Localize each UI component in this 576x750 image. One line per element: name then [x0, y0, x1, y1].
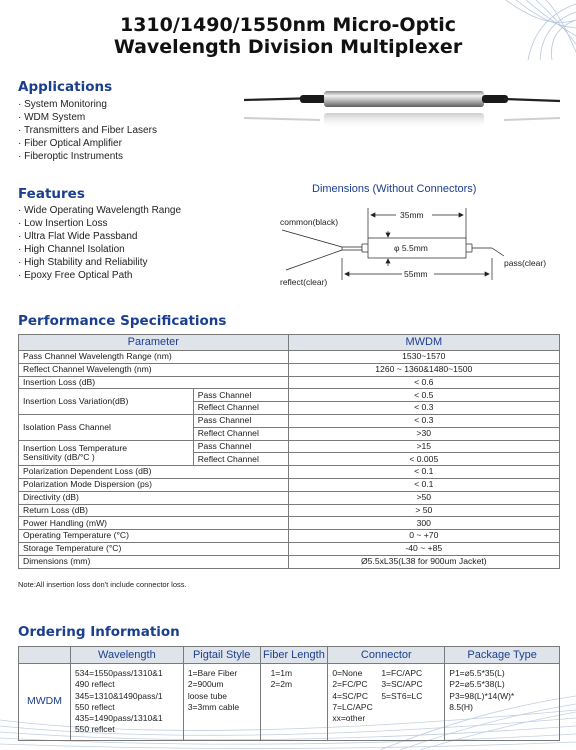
dimensions-diagram	[278, 200, 576, 292]
row-value: > 50	[288, 504, 559, 517]
table-header-row	[19, 647, 560, 664]
row-label-line-1: Insertion Loss Temperature	[23, 442, 127, 453]
row-label: Reflect Channel Wavelength (nm)	[19, 363, 289, 376]
pass-port-label: pass(clear)	[504, 258, 547, 268]
list-item: loose tube	[187, 690, 228, 701]
performance-table	[18, 334, 560, 569]
row-value: Ø5.5xL35(L38 for 900um Jacket)	[288, 555, 559, 568]
list-item: xx=other	[332, 713, 366, 724]
row-label: Insertion Loss Variation(dB)	[19, 389, 194, 415]
row-label: Operating Temperature (°C)	[19, 530, 289, 543]
features-heading: Features	[18, 186, 85, 202]
product-image	[242, 82, 562, 152]
list-item: · High Stability and Reliability	[18, 256, 181, 269]
row-label: Storage Temperature (°C)	[19, 542, 289, 555]
list-item: 1=Bare Fiber	[187, 668, 238, 678]
list-item: 8.5(H)	[449, 701, 473, 712]
reflect-port-label: reflect(clear)	[280, 277, 328, 287]
row-label: Polarization Dependent Loss (dB)	[19, 466, 289, 479]
table-row	[19, 440, 560, 453]
features-list	[18, 204, 181, 282]
total-length-label: 55mm	[404, 269, 428, 279]
row-value: < 0.1	[288, 466, 559, 479]
wavelength-options	[70, 664, 183, 741]
row-value: -40 ~ +85	[288, 542, 559, 555]
row-label-line-2: Sensitivity (dB/°C )	[23, 451, 95, 462]
list-item: 2=FC/PC	[332, 679, 368, 690]
list-item: P3=98(L)*14(W)*	[449, 690, 515, 701]
table-header-row	[19, 335, 560, 351]
list-item: · Ultra Flat Wide Passband	[18, 230, 181, 243]
row-value: < 0.5	[288, 389, 559, 402]
table-row	[19, 389, 560, 402]
col-header-package: Package Type	[445, 647, 560, 664]
row-sublabel: Pass Channel	[193, 440, 288, 453]
package-options	[445, 664, 560, 741]
row-value: < 0.005	[288, 453, 559, 466]
pigtail-options	[183, 664, 260, 741]
row-label: Polarization Mode Dispersion (ps)	[19, 478, 289, 491]
row-sublabel: Pass Channel	[193, 414, 288, 427]
row-sublabel: Reflect Channel	[193, 453, 288, 466]
row-label: Power Handling (mW)	[19, 517, 289, 530]
list-item: P2=⌀5.5*38(L)	[449, 679, 505, 690]
col-header-blank	[19, 647, 71, 664]
table-row	[19, 542, 560, 555]
row-value: < 0.3	[288, 414, 559, 427]
page-title	[0, 14, 576, 58]
list-item: 5=ST6=LC	[381, 690, 423, 701]
list-item	[381, 702, 436, 713]
row-label: Return Loss (dB)	[19, 504, 289, 517]
list-item: 534=1550pass/1310&1	[74, 668, 163, 678]
footnote: Note:All insertion loss don't include connector loss.	[18, 580, 187, 589]
row-value: < 0.3	[288, 402, 559, 415]
list-item: · Transmitters and Fiber Lasers	[18, 124, 157, 137]
list-item: 1=FC/APC	[381, 668, 423, 678]
table-row	[19, 491, 560, 504]
row-sublabel: Reflect Channel	[193, 427, 288, 440]
row-value: 1530~1570	[288, 351, 559, 364]
list-item: 0=None	[332, 668, 363, 678]
diameter-label: φ 5.5mm	[394, 243, 428, 253]
table-row	[19, 530, 560, 543]
list-item: 550 reflcet	[74, 724, 115, 735]
list-item: 4=SC/PC	[332, 690, 368, 701]
list-item: 1=1m	[270, 668, 293, 678]
row-value: < 0.6	[288, 376, 559, 389]
list-item: 2=900um	[187, 679, 224, 690]
list-item: 550 reflect	[74, 701, 115, 712]
row-value: 0 ~ +70	[288, 530, 559, 543]
list-item: 490 reflect	[74, 679, 115, 690]
body-length-label: 35mm	[400, 210, 424, 220]
col-header-pigtail: Pigtail Style	[183, 647, 260, 664]
common-port-label: common(black)	[280, 217, 339, 227]
table-row	[19, 466, 560, 479]
list-item: · High Channel Isolation	[18, 243, 181, 256]
table-row	[19, 517, 560, 530]
list-item	[381, 713, 436, 724]
list-item: P1=⌀5.5*35(L)	[449, 668, 505, 678]
col-header-parameter: Parameter	[19, 335, 289, 351]
list-item: 3=3mm cable	[187, 701, 240, 712]
table-row	[19, 504, 560, 517]
table-row	[19, 664, 560, 741]
applications-heading: Applications	[18, 79, 113, 95]
dimensions-heading: Dimensions (Without Connectors)	[312, 183, 477, 195]
row-sublabel: Pass Channel	[193, 389, 288, 402]
list-item: · Low Insertion Loss	[18, 217, 181, 230]
row-value: >50	[288, 491, 559, 504]
list-item: · Epoxy Free Optical Path	[18, 269, 181, 282]
col-header-mwdm: MWDM	[288, 335, 559, 351]
col-header-wavelength: Wavelength	[70, 647, 183, 664]
row-value: >30	[288, 427, 559, 440]
list-item: 345=1310&1490pass/1	[74, 690, 163, 701]
row-label: Directivity (dB)	[19, 491, 289, 504]
table-row	[19, 478, 560, 491]
ordering-table	[18, 646, 560, 741]
row-value: 1260 ~ 1360&1480~1500	[288, 363, 559, 376]
row-value: < 0.1	[288, 478, 559, 491]
list-item: 3=SC/APC	[381, 679, 423, 690]
table-row	[19, 351, 560, 364]
row-label: Isolation Pass Channel	[19, 414, 194, 440]
table-row	[19, 376, 560, 389]
row-label	[19, 440, 194, 466]
title-line-1: 1310/1490/1550nm Micro-Optic	[119, 14, 457, 36]
list-item: 2=2m	[270, 679, 293, 690]
applications-list	[18, 98, 157, 163]
list-item: · Fiber Optical Amplifier	[18, 137, 157, 150]
table-row	[19, 414, 560, 427]
list-item: · Fiberoptic Instruments	[18, 150, 157, 163]
list-item: · System Monitoring	[18, 98, 157, 111]
table-row	[19, 555, 560, 568]
performance-heading: Performance Specifications	[18, 313, 227, 329]
row-label: Insertion Loss (dB)	[19, 376, 289, 389]
fiber-length-options	[260, 664, 328, 741]
model-code: MWDM	[19, 664, 71, 741]
row-sublabel: Reflect Channel	[193, 402, 288, 415]
list-item: · WDM System	[18, 111, 157, 124]
col-header-fiber-length: Fiber Length	[260, 647, 328, 664]
col-header-connector: Connector	[328, 647, 445, 664]
title-line-2: Wavelength Division Multiplexer	[113, 36, 463, 58]
list-item: · Wide Operating Wavelength Range	[18, 204, 181, 217]
list-item: 435=1490pass/1310&1	[74, 713, 163, 724]
row-value: 300	[288, 517, 559, 530]
row-value: >15	[288, 440, 559, 453]
row-label: Pass Channel Wavelength Range (nm)	[19, 351, 289, 364]
ordering-heading: Ordering Information	[18, 624, 180, 640]
table-row	[19, 363, 560, 376]
list-item: 7=LC/APC	[332, 701, 373, 712]
connector-options	[328, 664, 445, 741]
row-label: Dimensions (mm)	[19, 555, 289, 568]
